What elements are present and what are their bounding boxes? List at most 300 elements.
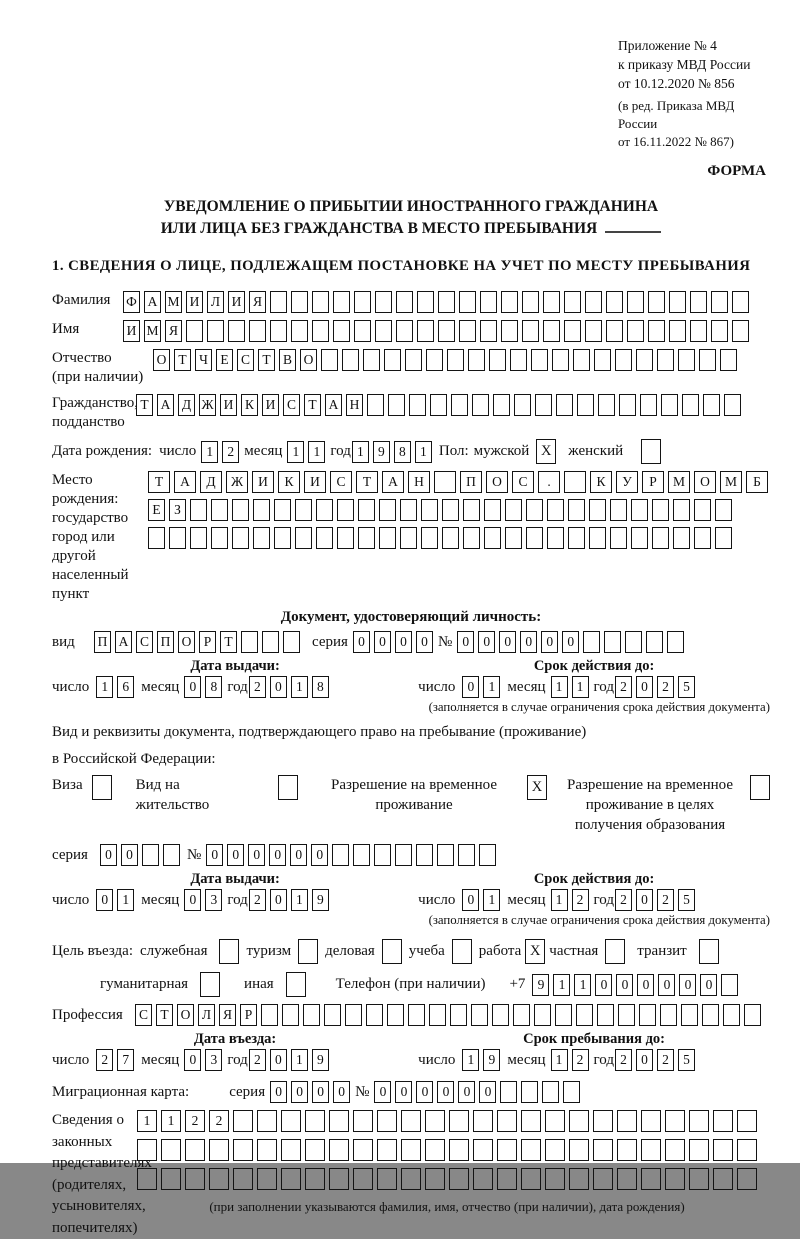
char-cell: [434, 471, 456, 493]
representatives-row2-boxes: [137, 1139, 757, 1161]
char-cell: [375, 320, 392, 342]
char-cell: [358, 527, 375, 549]
char-cell: [497, 1168, 517, 1190]
form-title: [52, 196, 770, 240]
purpose-private-checkbox: [605, 939, 625, 964]
char-cell: Т: [148, 471, 170, 493]
char-cell: [493, 394, 510, 416]
char-cell: К: [278, 471, 300, 493]
citizenship-row: [52, 394, 770, 432]
char-cell: [354, 320, 371, 342]
entry-month-boxes: [184, 1049, 222, 1071]
char-cell: 0: [458, 1081, 475, 1103]
char-cell: [522, 291, 539, 313]
char-cell: 1: [291, 1049, 308, 1071]
char-cell: [430, 394, 447, 416]
char-cell: [531, 349, 548, 371]
char-cell: [442, 499, 459, 521]
char-cell: [396, 291, 413, 313]
char-cell: 1: [551, 889, 568, 911]
char-cell: 2: [249, 889, 266, 911]
char-cell: [732, 320, 749, 342]
representatives-block: [52, 1110, 770, 1239]
char-cell: [545, 1110, 565, 1132]
char-cell: [576, 1004, 593, 1026]
char-cell: [737, 1168, 757, 1190]
birthplace-boxes: [148, 471, 768, 549]
char-cell: 2: [185, 1110, 205, 1132]
char-cell: [305, 1139, 325, 1161]
phone-boxes: [532, 974, 738, 996]
surname-boxes: [123, 291, 749, 313]
char-cell: [593, 1139, 613, 1161]
char-cell: [569, 1110, 589, 1132]
char-cell: [720, 349, 737, 371]
char-cell: [367, 394, 384, 416]
char-cell: [396, 320, 413, 342]
char-cell: Я: [249, 291, 266, 313]
char-cell: 2: [572, 1049, 589, 1071]
stay-until-month-boxes: [551, 1049, 589, 1071]
char-cell: М: [668, 471, 690, 493]
char-cell: 2: [96, 1049, 113, 1071]
char-cell: 1: [291, 889, 308, 911]
char-cell: [500, 1081, 517, 1103]
day-label: число: [52, 678, 90, 695]
char-cell: [526, 527, 543, 549]
char-cell: О: [177, 1004, 194, 1026]
month-label: месяц: [141, 891, 180, 908]
char-cell: [631, 499, 648, 521]
char-cell: [281, 1168, 301, 1190]
char-cell: Д: [178, 394, 195, 416]
char-cell: [329, 1139, 349, 1161]
char-cell: [573, 349, 590, 371]
char-cell: [543, 291, 560, 313]
char-cell: [291, 320, 308, 342]
char-cell: [497, 1110, 517, 1132]
migration-card-label: Миграционная карта:: [52, 1083, 190, 1100]
visit-purpose-label: Цель въезда:: [52, 943, 133, 959]
char-cell: 0: [395, 1081, 412, 1103]
month-label: месяц: [507, 891, 546, 908]
char-cell: С: [237, 349, 254, 371]
stay-expiry-date: [418, 889, 695, 911]
char-cell: [282, 1004, 299, 1026]
stay-expiry-year-boxes: [615, 889, 695, 911]
char-cell: [409, 394, 426, 416]
char-cell: [303, 1004, 320, 1026]
char-cell: 0: [637, 974, 654, 996]
birthplace-row3-boxes: [148, 527, 768, 549]
char-cell: [723, 1004, 740, 1026]
char-cell: 9: [312, 889, 329, 911]
char-cell: [232, 527, 249, 549]
char-cell: [316, 499, 333, 521]
char-cell: К: [241, 394, 258, 416]
purpose-study-checkbox: [452, 939, 472, 964]
char-cell: Д: [200, 471, 222, 493]
char-cell: 0: [700, 974, 717, 996]
char-cell: [437, 844, 454, 866]
char-cell: [669, 291, 686, 313]
char-cell: И: [186, 291, 203, 313]
char-cell: 0: [100, 844, 117, 866]
char-cell: [521, 1081, 538, 1103]
stay-doc-options: [52, 775, 770, 835]
char-cell: [353, 1168, 373, 1190]
char-cell: [593, 1110, 613, 1132]
day-label: число: [52, 891, 90, 908]
char-cell: Т: [136, 394, 153, 416]
stay-until-year-boxes: [615, 1049, 695, 1071]
char-cell: [513, 1004, 530, 1026]
char-cell: [639, 1004, 656, 1026]
char-cell: А: [157, 394, 174, 416]
char-cell: [473, 1139, 493, 1161]
char-cell: [489, 349, 506, 371]
char-cell: [606, 291, 623, 313]
char-cell: [702, 1004, 719, 1026]
char-cell: [547, 527, 564, 549]
char-cell: [617, 1110, 637, 1132]
identity-expiry-month-boxes: [551, 676, 589, 698]
char-cell: 0: [206, 844, 223, 866]
char-cell: 2: [572, 889, 589, 911]
char-cell: [545, 1139, 565, 1161]
char-cell: [543, 320, 560, 342]
char-cell: [636, 349, 653, 371]
char-cell: [387, 1004, 404, 1026]
char-cell: [689, 1110, 709, 1132]
char-cell: [598, 394, 615, 416]
char-cell: [257, 1139, 277, 1161]
entry-year-boxes: [249, 1049, 329, 1071]
entry-dates-headers: [52, 1031, 770, 1048]
char-cell: [534, 1004, 551, 1026]
phone-prefix: +7: [509, 976, 526, 992]
purpose-other-checkbox: [286, 972, 306, 997]
char-cell: [333, 320, 350, 342]
char-cell: Т: [356, 471, 378, 493]
birthplace-row2-boxes: [148, 499, 768, 521]
char-cell: [552, 349, 569, 371]
char-cell: Е: [216, 349, 233, 371]
char-cell: 0: [374, 1081, 391, 1103]
representatives-note: (при заполнении указываются фамилия, имя, отчество (при наличии), дата рождения): [209, 1199, 685, 1214]
char-cell: Т: [258, 349, 275, 371]
char-cell: И: [228, 291, 245, 313]
char-cell: [148, 527, 165, 549]
char-cell: [374, 844, 391, 866]
month-label: месяц: [507, 1051, 546, 1068]
char-cell: [333, 291, 350, 313]
char-cell: 1: [201, 441, 218, 463]
char-cell: Н: [408, 471, 430, 493]
char-cell: [305, 1110, 325, 1132]
char-cell: Р: [199, 631, 216, 653]
char-cell: 1: [462, 1049, 479, 1071]
purpose-official-checkbox: [219, 939, 239, 964]
char-cell: [690, 320, 707, 342]
char-cell: М: [165, 291, 182, 313]
char-cell: 1: [96, 676, 113, 698]
surname-row: [52, 291, 770, 313]
char-cell: [564, 291, 581, 313]
char-cell: [463, 499, 480, 521]
char-cell: [281, 1139, 301, 1161]
char-cell: Ж: [199, 394, 216, 416]
char-cell: 0: [374, 631, 391, 653]
char-cell: [449, 1168, 469, 1190]
char-cell: З: [169, 499, 186, 521]
stay-option-visa: Виза: [52, 775, 112, 800]
char-cell: 1: [553, 974, 570, 996]
char-cell: М: [144, 320, 161, 342]
stay-issue-month-boxes: [184, 889, 222, 911]
char-cell: [627, 291, 644, 313]
char-cell: А: [115, 631, 132, 653]
stay-number-boxes: [206, 844, 496, 866]
char-cell: [161, 1168, 181, 1190]
identity-doc-row: [52, 631, 770, 653]
char-cell: [163, 844, 180, 866]
char-cell: [648, 320, 665, 342]
char-cell: [321, 349, 338, 371]
migration-number-label: №: [355, 1083, 370, 1100]
char-cell: [426, 349, 443, 371]
char-cell: [617, 1139, 637, 1161]
char-cell: [669, 320, 686, 342]
char-cell: [353, 1139, 373, 1161]
char-cell: [233, 1110, 253, 1132]
doc-type-label: вид: [52, 633, 75, 650]
issue-date-header: Дата выдачи:: [190, 871, 280, 887]
char-cell: [388, 394, 405, 416]
char-cell: 0: [270, 1049, 287, 1071]
char-cell: Е: [148, 499, 165, 521]
sex-male-checkbox: X: [536, 439, 556, 464]
char-cell: С: [136, 631, 153, 653]
doc-type-boxes: [94, 631, 300, 653]
char-cell: [619, 394, 636, 416]
purpose-work-checkbox: X: [525, 939, 545, 964]
char-cell: 6: [117, 676, 134, 698]
given-name-label: Имя: [52, 321, 80, 337]
char-cell: И: [262, 394, 279, 416]
char-cell: [137, 1168, 157, 1190]
profession-boxes: [135, 1004, 761, 1026]
char-cell: [673, 499, 690, 521]
char-cell: [261, 1004, 278, 1026]
char-cell: 8: [312, 676, 329, 698]
char-cell: [568, 499, 585, 521]
visa-checkbox: [92, 775, 112, 800]
char-cell: [690, 291, 707, 313]
char-cell: Т: [174, 349, 191, 371]
char-cell: 1: [551, 1049, 568, 1071]
char-cell: 0: [333, 1081, 350, 1103]
char-cell: [744, 1004, 761, 1026]
char-cell: [699, 349, 716, 371]
stay-number-label: №: [186, 846, 202, 863]
stay-doc-intro2: в Российской Федерации:: [52, 751, 216, 767]
char-cell: 0: [462, 889, 479, 911]
char-cell: Р: [642, 471, 664, 493]
month-label: месяц: [141, 1051, 180, 1068]
char-cell: [295, 527, 312, 549]
char-cell: П: [460, 471, 482, 493]
char-cell: [458, 844, 475, 866]
birthdate-year-boxes: [352, 441, 432, 463]
char-cell: [542, 1081, 559, 1103]
birthdate-month-boxes: [287, 441, 325, 463]
char-cell: 1: [572, 676, 589, 698]
char-cell: А: [144, 291, 161, 313]
char-cell: Ч: [195, 349, 212, 371]
char-cell: 9: [483, 1049, 500, 1071]
char-cell: [510, 349, 527, 371]
appendix-block: [618, 36, 770, 151]
char-cell: [585, 291, 602, 313]
patronymic-row: [52, 349, 770, 387]
char-cell: [678, 349, 695, 371]
stay-doc-series-row: [52, 844, 770, 866]
citizenship-boxes: [136, 394, 741, 416]
char-cell: [480, 291, 497, 313]
char-cell: [438, 291, 455, 313]
visit-purpose-row1: Цель въезда: служебная туризм деловая учеба работа X частная транзит: [52, 939, 770, 964]
char-cell: [583, 631, 600, 653]
profession-label: Профессия: [52, 1006, 123, 1023]
char-cell: [257, 1168, 277, 1190]
char-cell: [589, 499, 606, 521]
char-cell: [447, 349, 464, 371]
char-cell: 2: [222, 441, 239, 463]
char-cell: [480, 320, 497, 342]
char-cell: 2: [657, 1049, 674, 1071]
char-cell: [416, 844, 433, 866]
char-cell: 1: [308, 441, 325, 463]
char-cell: О: [178, 631, 195, 653]
temp-residence-checkbox: X: [527, 775, 547, 800]
char-cell: 0: [462, 676, 479, 698]
char-cell: [449, 1110, 469, 1132]
char-cell: [377, 1168, 397, 1190]
sex-label: Пол:: [438, 443, 469, 459]
month-label: месяц: [141, 678, 180, 695]
entry-dates-row: [52, 1049, 770, 1071]
char-cell: [186, 320, 203, 342]
expiry-date-header: Срок действия до:: [533, 871, 655, 887]
identity-doc-dates-row: [52, 676, 770, 698]
char-cell: [342, 349, 359, 371]
char-cell: [615, 349, 632, 371]
char-cell: 2: [657, 889, 674, 911]
identity-issue-year-boxes: [249, 676, 329, 698]
char-cell: [610, 527, 627, 549]
char-cell: 5: [678, 889, 695, 911]
char-cell: [715, 527, 732, 549]
char-cell: [270, 320, 287, 342]
char-cell: 2: [249, 1049, 266, 1071]
char-cell: [312, 320, 329, 342]
birthdate-row: [52, 439, 770, 464]
char-cell: [732, 291, 749, 313]
char-cell: У: [616, 471, 638, 493]
char-cell: [521, 1110, 541, 1132]
char-cell: [377, 1110, 397, 1132]
char-cell: [395, 844, 412, 866]
entry-date-header: Дата въезда:: [193, 1031, 277, 1047]
identity-issue-date: [52, 676, 418, 698]
char-cell: [207, 320, 224, 342]
char-cell: [556, 394, 573, 416]
char-cell: [713, 1139, 733, 1161]
char-cell: [648, 291, 665, 313]
char-cell: 5: [678, 676, 695, 698]
char-cell: 8: [394, 441, 411, 463]
char-cell: 1: [483, 889, 500, 911]
char-cell: Я: [219, 1004, 236, 1026]
day-label: число: [52, 1051, 90, 1068]
char-cell: 0: [562, 631, 579, 653]
char-cell: [631, 527, 648, 549]
char-cell: О: [694, 471, 716, 493]
char-cell: 0: [395, 631, 412, 653]
edition-line: от 16.11.2022 № 867): [618, 134, 735, 149]
char-cell: 1: [574, 974, 591, 996]
char-cell: 1: [483, 676, 500, 698]
char-cell: 0: [248, 844, 265, 866]
char-cell: [262, 631, 279, 653]
purpose-humanitarian-checkbox: [200, 972, 220, 997]
char-cell: [312, 291, 329, 313]
char-cell: 2: [209, 1110, 229, 1132]
doc-series-boxes: [353, 631, 433, 653]
char-cell: [661, 394, 678, 416]
char-cell: [472, 394, 489, 416]
char-cell: [667, 631, 684, 653]
day-label: число: [418, 678, 456, 695]
char-cell: [535, 394, 552, 416]
appendix-line: к приказу МВД России: [618, 57, 751, 72]
char-cell: [316, 527, 333, 549]
char-cell: [484, 499, 501, 521]
char-cell: [652, 527, 669, 549]
appendix-line: Приложение № 4: [618, 38, 717, 53]
char-cell: [640, 394, 657, 416]
char-cell: [363, 349, 380, 371]
stay-series-boxes: [100, 844, 180, 866]
birthdate-day-boxes: [201, 441, 239, 463]
char-cell: 0: [291, 1081, 308, 1103]
char-cell: [400, 527, 417, 549]
identity-doc-header: Документ, удостоверяющий личность:: [280, 609, 542, 625]
char-cell: Р: [240, 1004, 257, 1026]
char-cell: 7: [117, 1049, 134, 1071]
char-cell: [384, 349, 401, 371]
char-cell: [681, 1004, 698, 1026]
char-cell: [577, 394, 594, 416]
representatives-boxes: [137, 1110, 757, 1239]
char-cell: [715, 499, 732, 521]
stay-issue-date: [52, 889, 418, 911]
stay-until-header: Срок пребывания до:: [523, 1031, 666, 1047]
char-cell: 0: [499, 631, 516, 653]
representatives-row3-boxes: [137, 1168, 757, 1190]
day-label: число: [418, 891, 456, 908]
